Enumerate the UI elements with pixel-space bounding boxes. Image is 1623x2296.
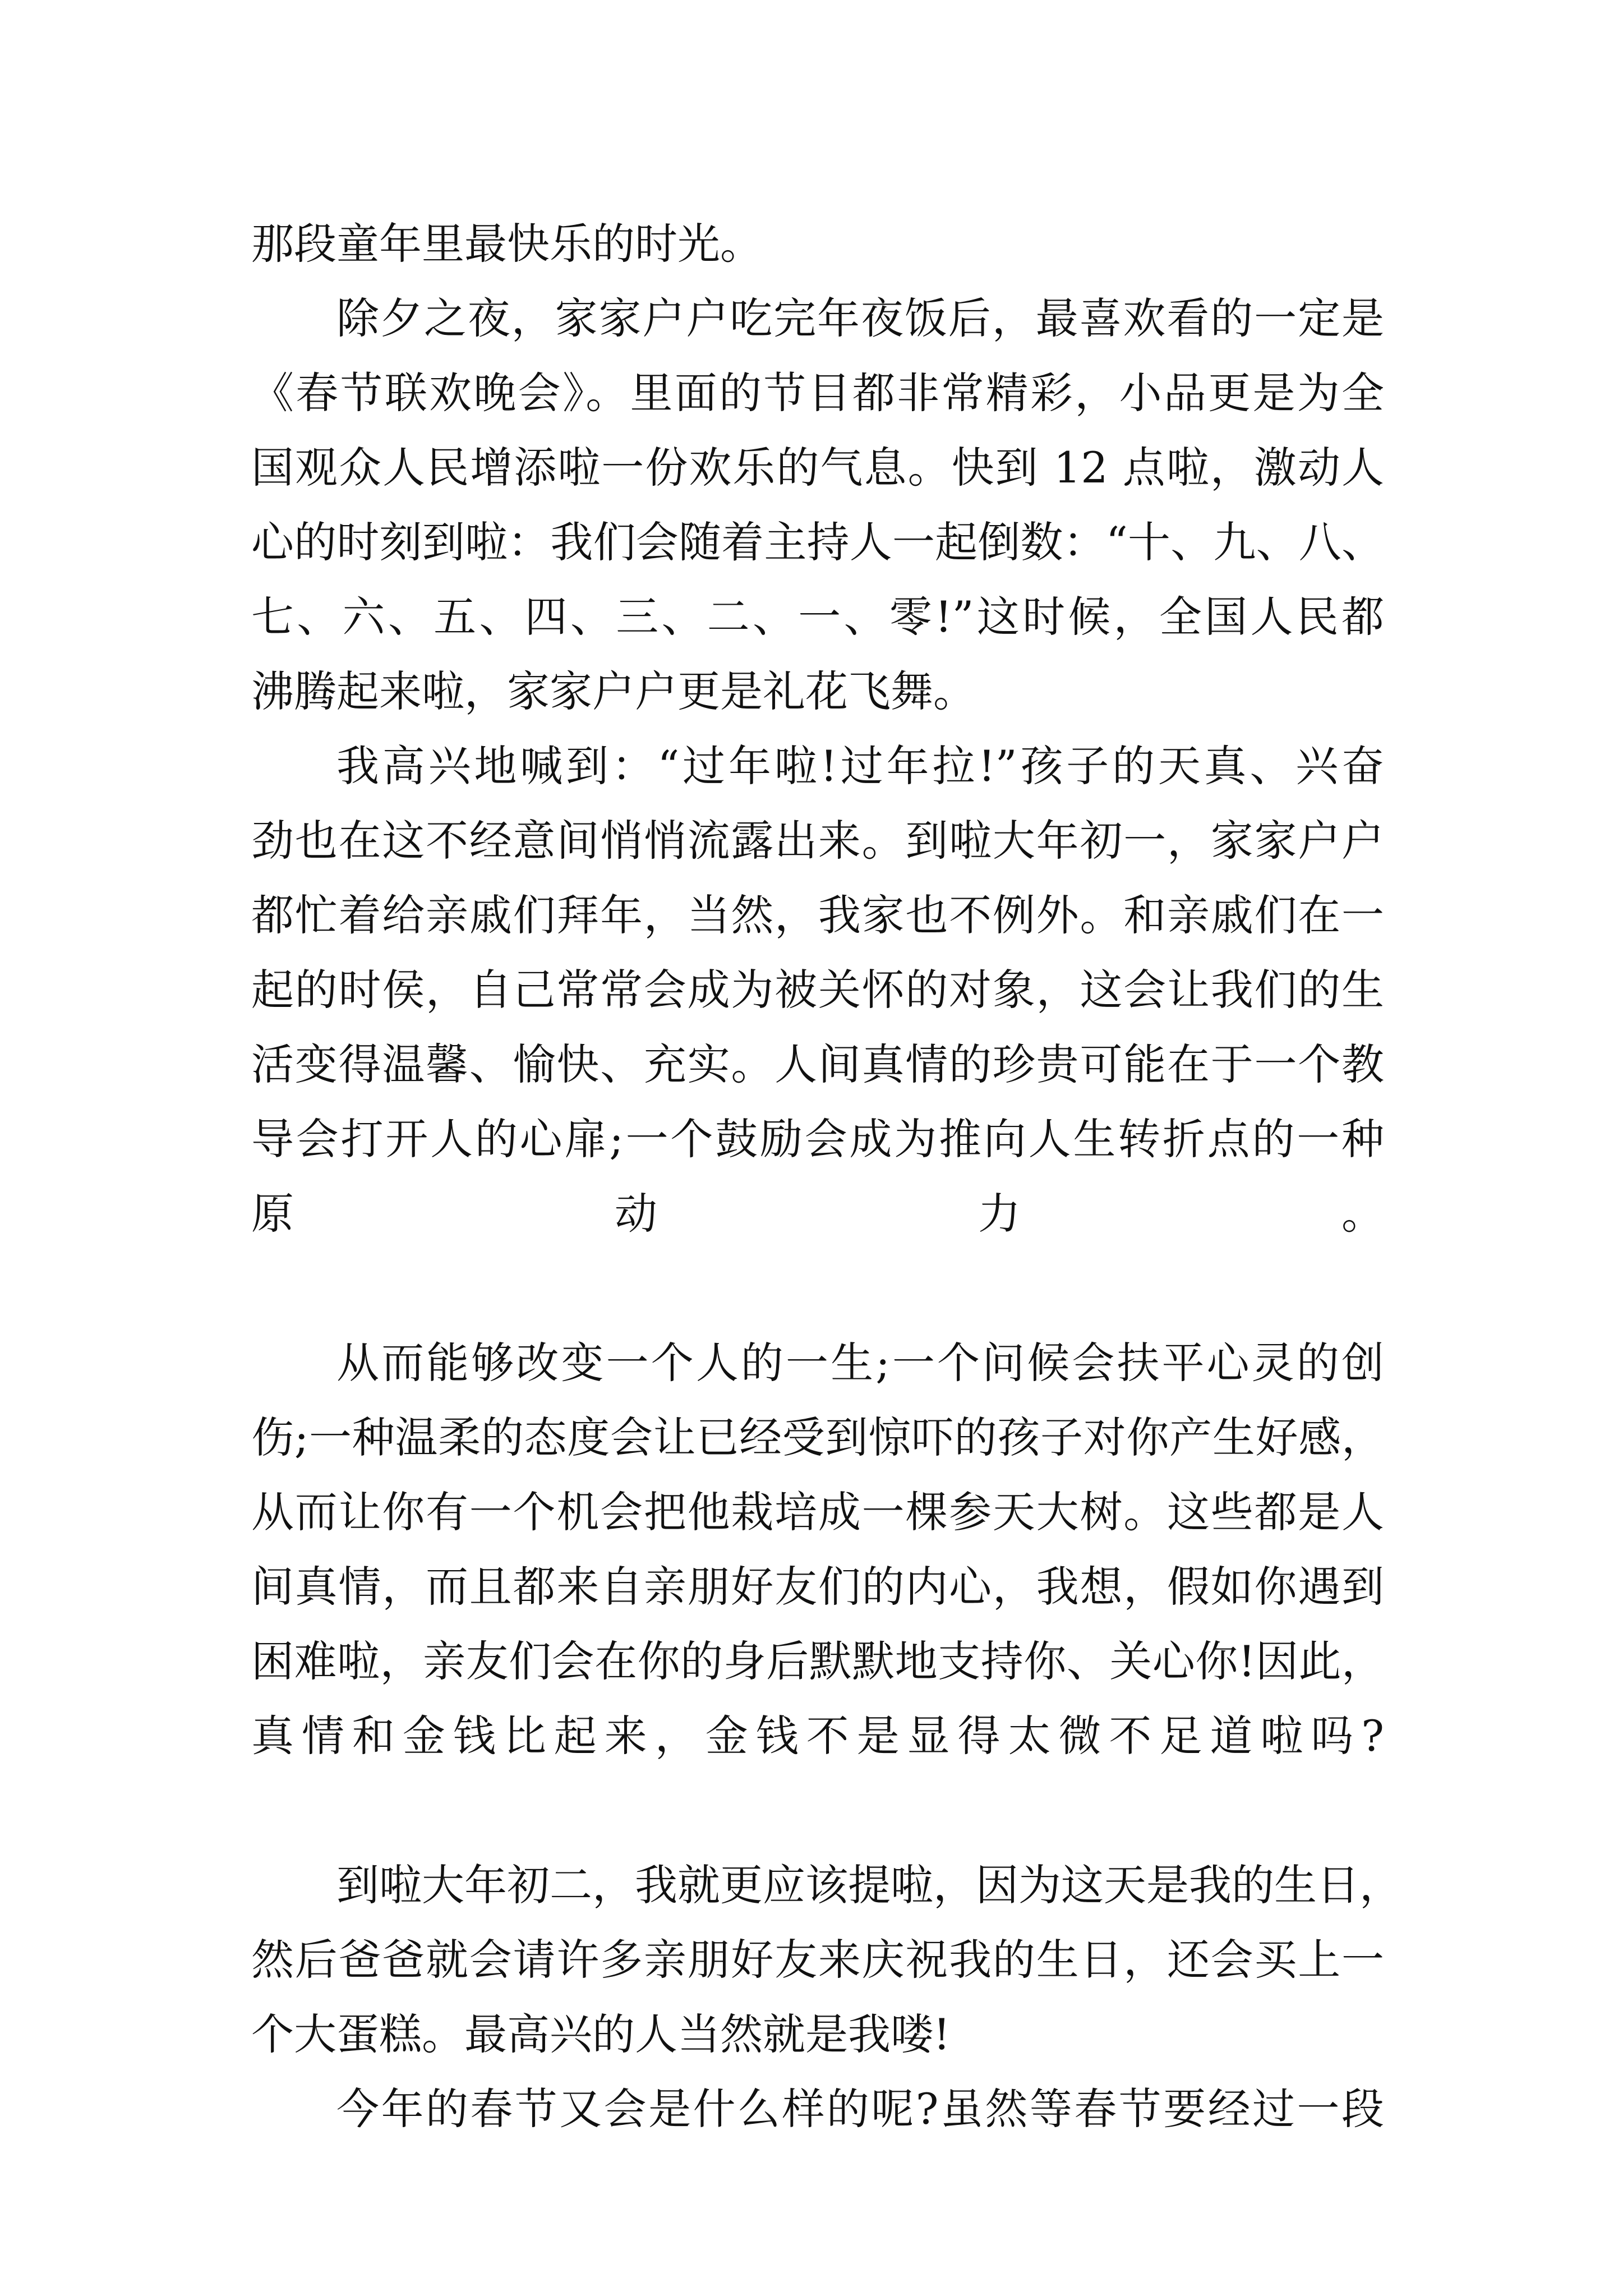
text-line: 都忙着给亲戚们拜年，当然，我家也不例外。和亲戚们在一 — [251, 890, 1384, 940]
text-line: 我高兴地喊到：“过年啦!过年拉!”孩子的天真、兴奋 — [336, 741, 1384, 791]
text-line: 真情和金钱比起来，金钱不是显得太微不足道啦吗? — [251, 1711, 1384, 1761]
text-line: 从而让你有一个机会把他栽培成一棵参天大树。这些都是人 — [251, 1487, 1384, 1537]
text-line: 七、六、五、四、三、二、一、零!”这时候，全国人民都 — [251, 592, 1384, 642]
text-line: 除夕之夜，家家户户吃完年夜饭后，最喜欢看的一定是 — [336, 293, 1384, 343]
text-line: 劲也在这不经意间悄悄流露出来。到啦大年初一，家家户户 — [251, 816, 1384, 866]
text-line: 个大蛋糕。最高兴的人当然就是我喽! — [251, 2009, 951, 2059]
text-line: 到啦大年初二，我就更应该提啦，因为这天是我的生日， — [336, 1860, 1402, 1910]
text-line: 国观众人民增添啦一份欢乐的气息。快到 12 点啦，激动人 — [251, 443, 1384, 493]
text-line: 从而能够改变一个人的一生;一个问候会扶平心灵的创 — [336, 1338, 1384, 1388]
text-line: 起的时侯，自己常常会成为被关怀的对象，这会让我们的生 — [251, 965, 1384, 1015]
text-line: 今年的春节又会是什么样的呢?虽然等春节要经过一段 — [336, 2084, 1384, 2134]
text-line: 然后爸爸就会请许多亲朋好友来庆祝我的生日，还会买上一 — [251, 1935, 1384, 1985]
text-line — [251, 1773, 1384, 1848]
text-line: 《春节联欢晚会》。里面的节目都非常精彩，小品更是为全 — [251, 368, 1384, 418]
text-line: 那段童年里最快乐的时光。 — [251, 219, 763, 269]
text-line — [251, 1251, 1384, 1326]
text-line: 伤;一种温柔的态度会让已经受到惊吓的孩子对你产生好感， — [251, 1412, 1384, 1462]
text-line: 困难啦，亲友们会在你的身后默默地支持你、关心你!因此， — [251, 1636, 1384, 1686]
text-line: 心的时刻到啦：我们会随着主持人一起倒数：“十、九、八、 — [251, 517, 1384, 567]
text-line: 导会打开人的心扉;一个鼓励会成为推向人生转折点的一种 — [251, 1114, 1384, 1164]
text-line: 间真情，而且都来自亲朋好友们的内心，我想，假如你遇到 — [251, 1562, 1384, 1612]
document-body — [251, 206, 1402, 2146]
text-line: 活变得温馨、愉快、充实。人间真情的珍贵可能在于一个教 — [251, 1039, 1384, 1089]
text-line: 原动力。 — [251, 1189, 1384, 1239]
text-line: 沸腾起来啦，家家户户更是礼花飞舞。 — [251, 666, 976, 716]
